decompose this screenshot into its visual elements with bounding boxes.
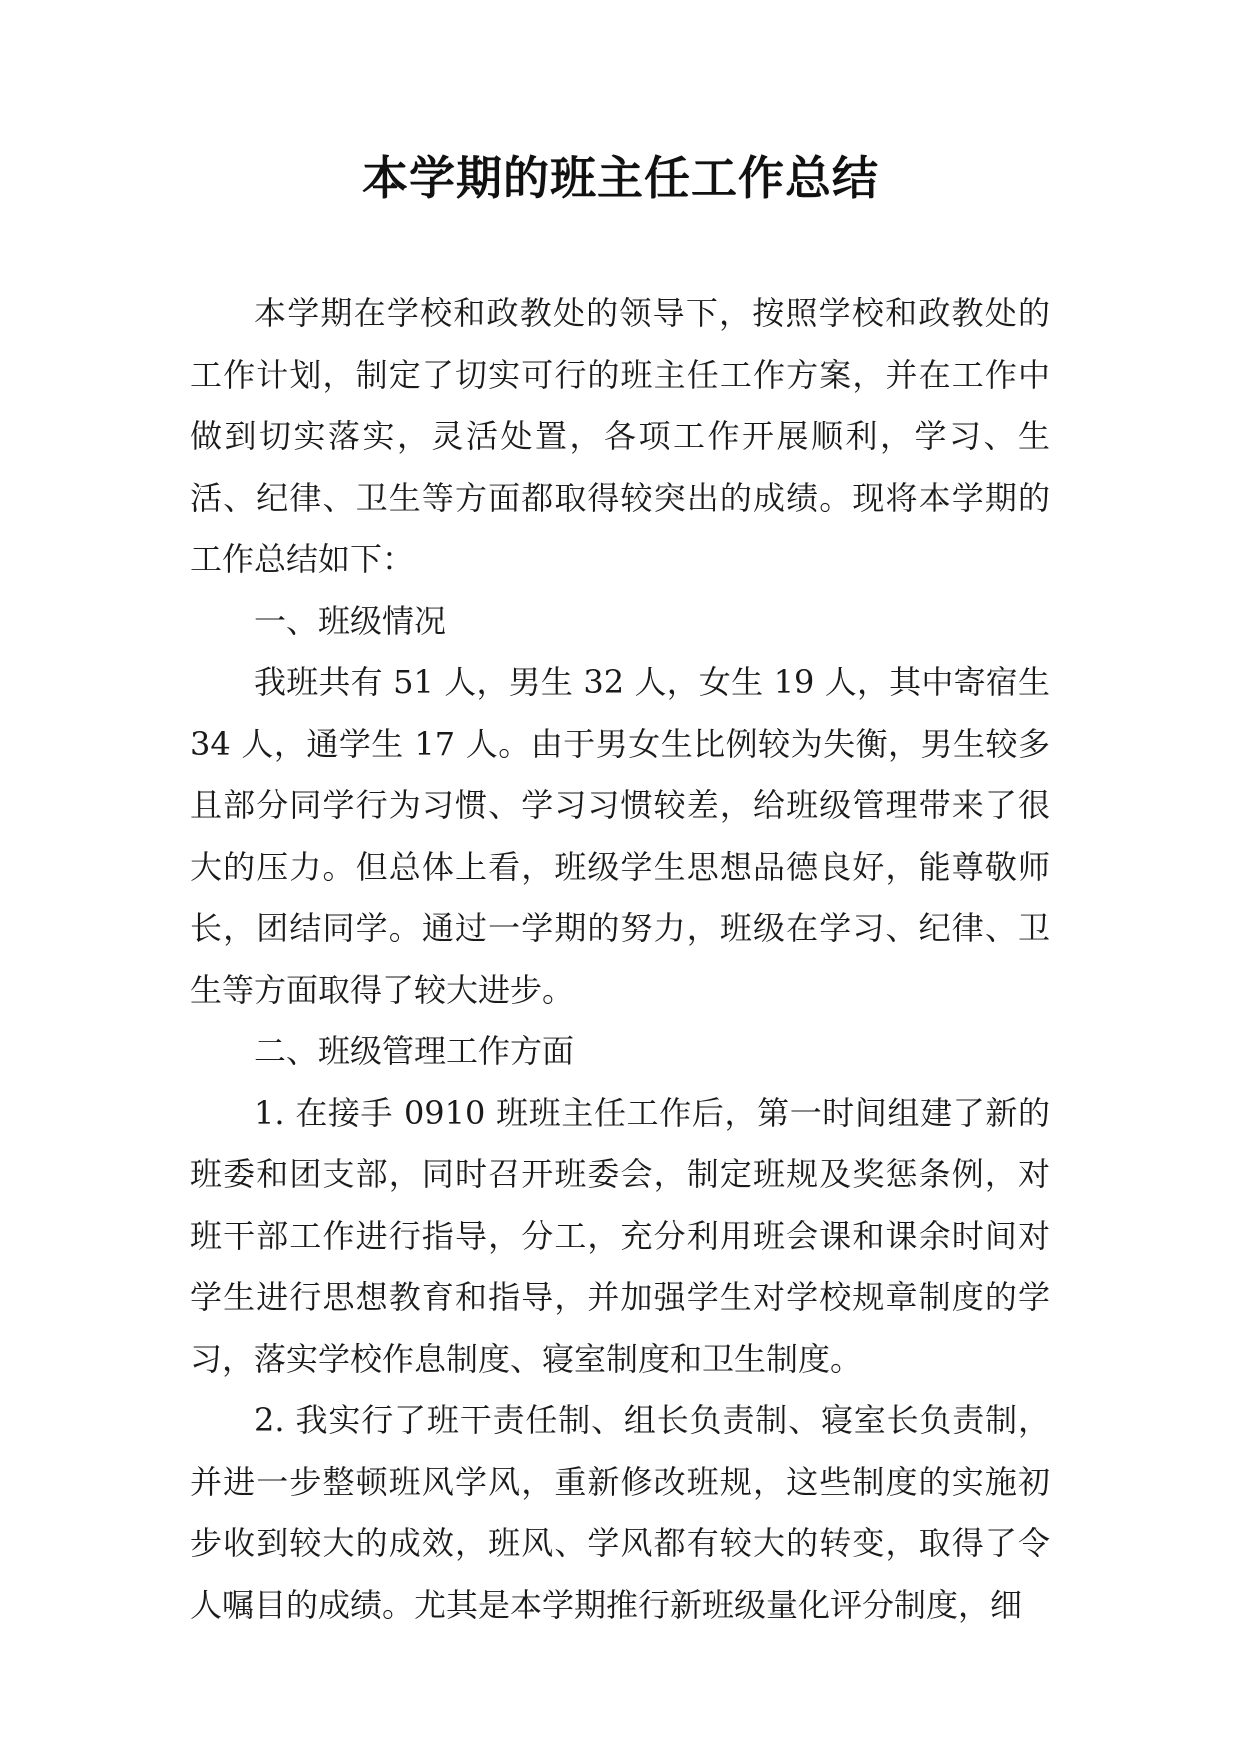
- section-heading-class-management: 二、班级管理工作方面: [254, 1032, 575, 1070]
- page-title: 本学期的班主任工作总结: [362, 151, 879, 205]
- intro-paragraph: 本学期在学校和政教处的领导下，按照学校和政教处的工作计划，制定了切实可行的班主任工作方案，并在工作中做到切实落实，灵活处置，各项工作开展顺利，学习、生活、纪律、卫生等方面都取得较突出的成绩。现将本学期的工作总结如下：: [190, 294, 1050, 578]
- management-item-1-paragraph: 1. 在接手 0910 班班主任工作后，第一时间组建了新的班委和团支部，同时召开班委会，制定班规及奖惩条例，对班干部工作进行指导，分工，充分利用班会课和课余时间对学生进行思想教育和指导，并加强学生对学校规章制度的学习，落实学校作息制度、寝室制度和卫生制度。: [190, 1093, 1050, 1378]
- management-item-2-paragraph: 2. 我实行了班干责任制、组长负责制、寝室长负责制，并进一步整顿班风学风，重新修改班规，这些制度的实施初步收到较大的成效，班风、学风都有较大的转变，取得了令人嘱目的成绩。尤其是本学期推行新班级量化评分制度，细: [190, 1401, 1050, 1624]
- document-body: [190, 283, 1050, 1636]
- class-overview-paragraph: 我班共有 51 人，男生 32 人，女生 19 人，其中寄宿生 34 人，通学生 17 人。由于男女生比例较为失衡，男生较多且部分同学行为习惯、学习习惯较差，给班级管理带来了很大的压力。但总体上看，班级学生思想品德良好，能尊敬师长，团结同学。通过一学期的努力，班级在学习、纪律、卫生等方面取得了较大进步。: [190, 663, 1050, 1009]
- section-heading-class-overview: 一、班级情况: [254, 601, 447, 640]
